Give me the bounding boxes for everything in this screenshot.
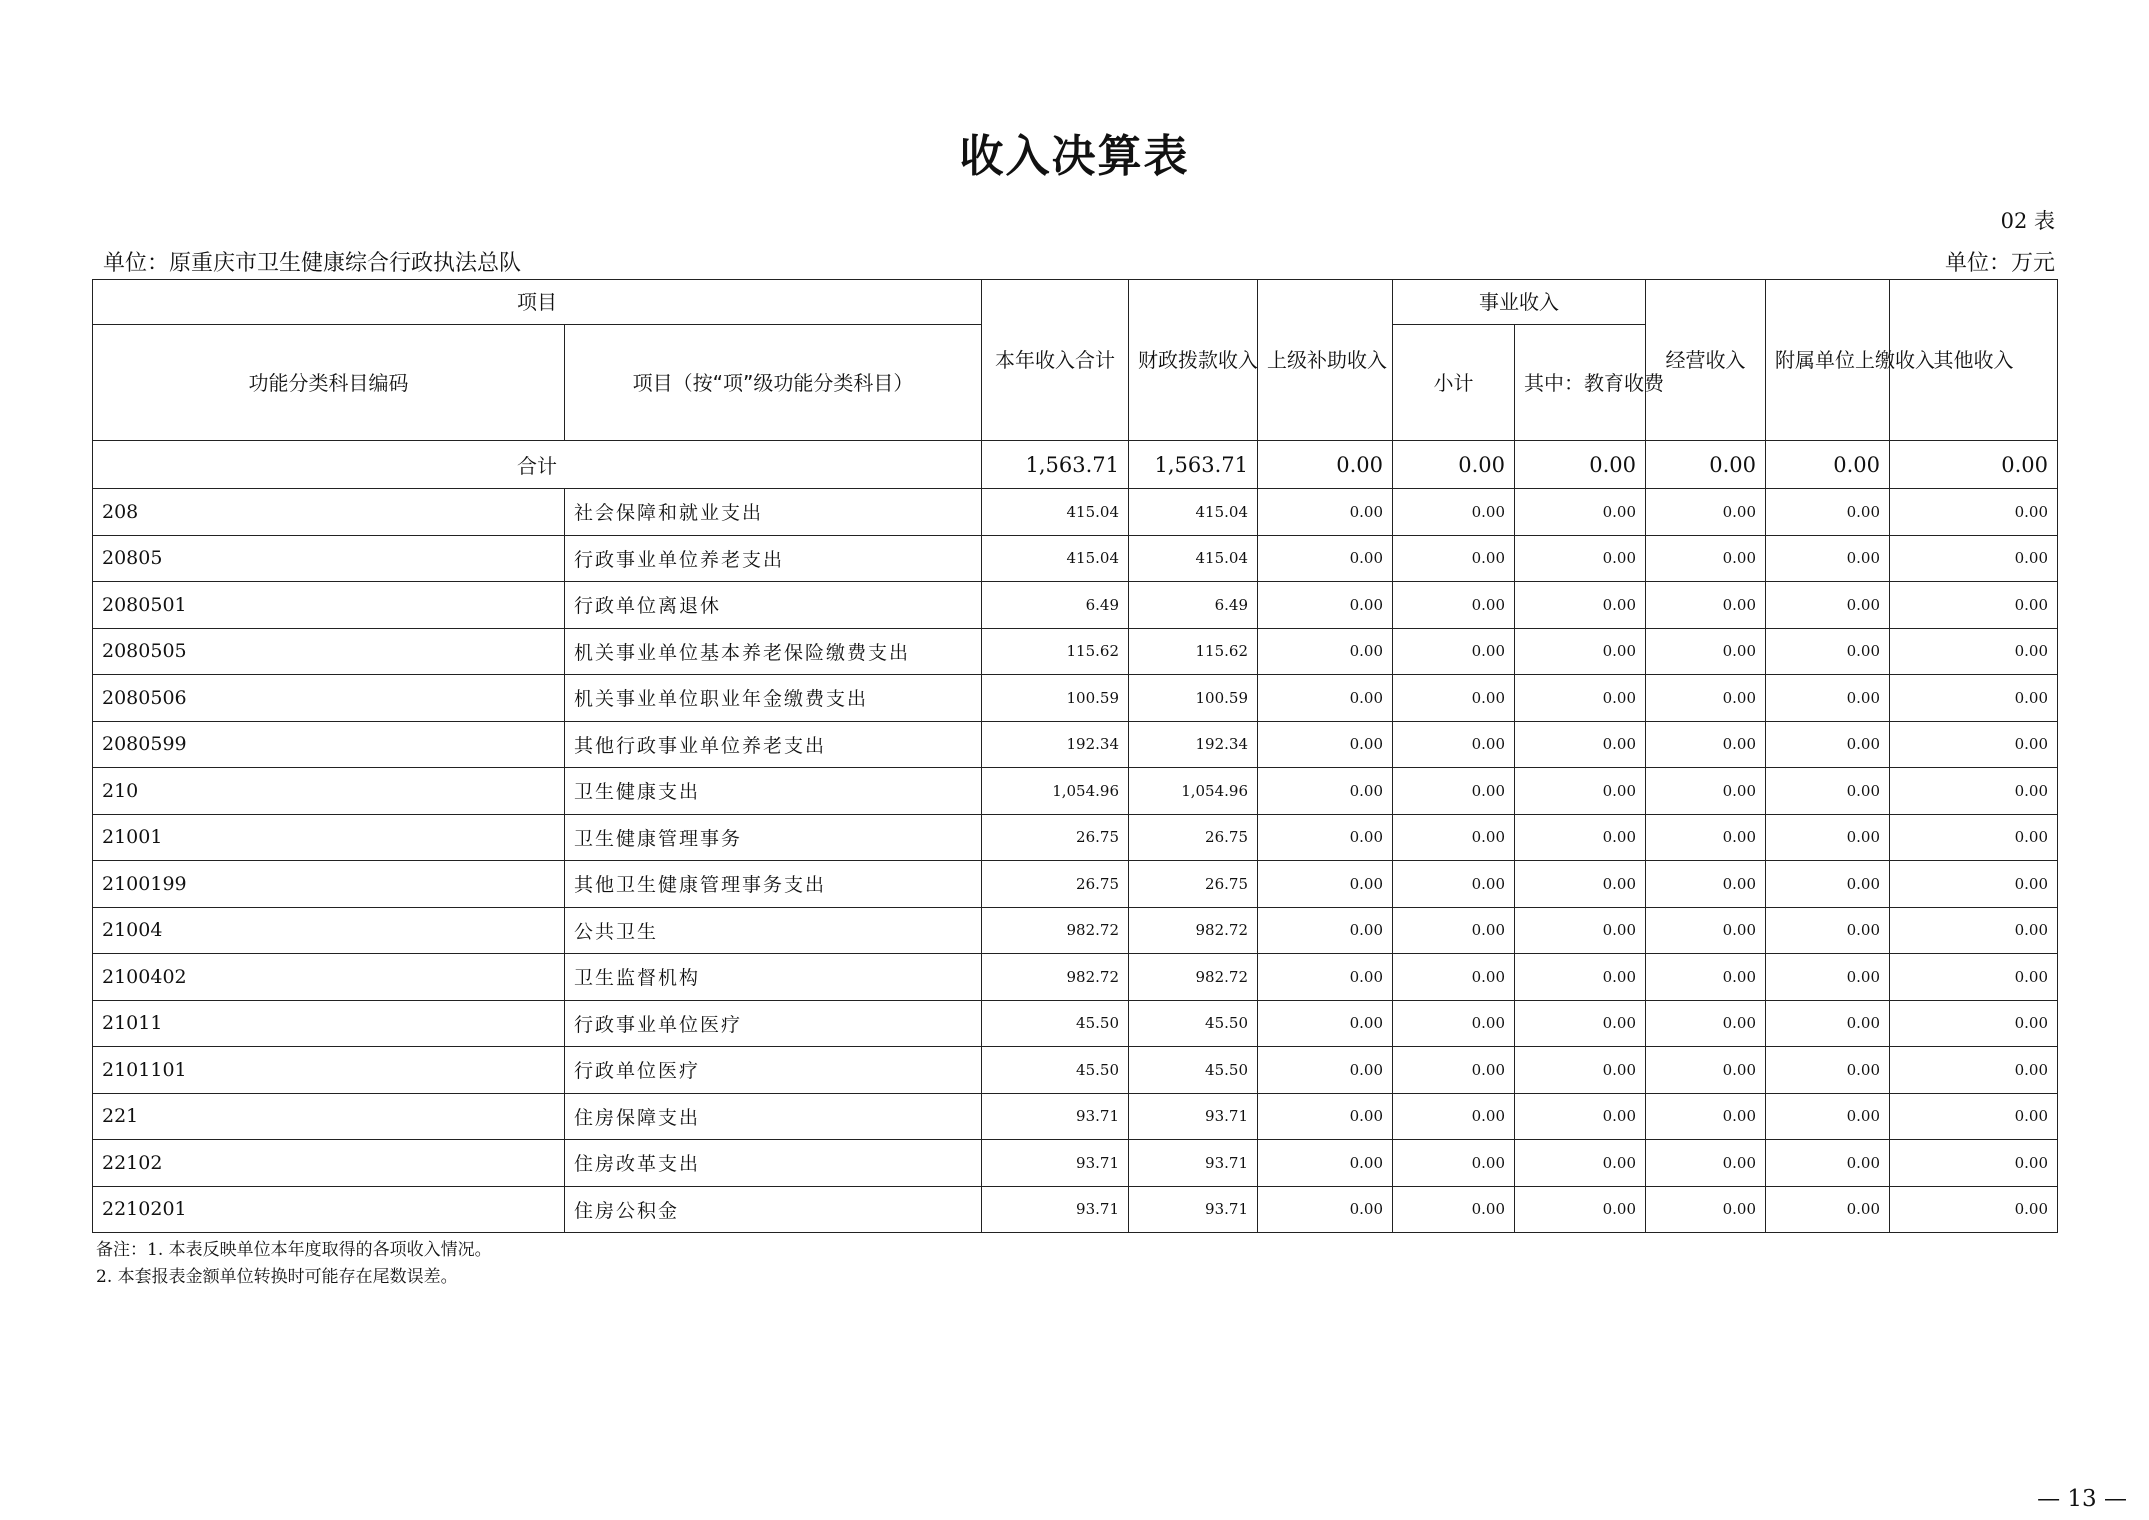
row-value: 0.00 bbox=[1890, 675, 2058, 722]
table-row bbox=[93, 1047, 2058, 1094]
row-name: 住房改革支出 bbox=[565, 1140, 982, 1187]
row-code: 21004 bbox=[93, 907, 565, 954]
row-value: 0.00 bbox=[1393, 628, 1515, 675]
row-value: 0.00 bbox=[1890, 582, 2058, 629]
row-value: 415.04 bbox=[982, 535, 1129, 582]
row-value: 0.00 bbox=[1393, 675, 1515, 722]
row-name: 其他行政事业单位养老支出 bbox=[565, 721, 982, 768]
row-value: 0.00 bbox=[1515, 768, 1646, 815]
table-row bbox=[93, 1000, 2058, 1047]
row-value: 0.00 bbox=[1393, 954, 1515, 1001]
total-cell: 0.00 bbox=[1890, 441, 2058, 489]
row-value: 45.50 bbox=[1129, 1047, 1258, 1094]
row-value: 982.72 bbox=[1129, 907, 1258, 954]
currency-unit: 单位：万元 bbox=[1944, 251, 2055, 276]
row-value: 0.00 bbox=[1646, 861, 1766, 908]
row-value: 45.50 bbox=[1129, 1000, 1258, 1047]
row-code: 2100402 bbox=[93, 954, 565, 1001]
total-cell: 1,563.71 bbox=[1129, 441, 1258, 489]
row-value: 0.00 bbox=[1393, 1093, 1515, 1140]
row-value: 0.00 bbox=[1515, 954, 1646, 1001]
row-value: 0.00 bbox=[1890, 861, 2058, 908]
row-value: 415.04 bbox=[982, 489, 1129, 536]
row-value: 0.00 bbox=[1766, 768, 1890, 815]
header-business: 事业收入 bbox=[1393, 280, 1646, 325]
row-value: 45.50 bbox=[982, 1000, 1129, 1047]
row-value: 115.62 bbox=[1129, 628, 1258, 675]
table-row bbox=[93, 1140, 2058, 1187]
total-row bbox=[93, 441, 2058, 489]
table-row bbox=[93, 768, 2058, 815]
row-code: 221 bbox=[93, 1093, 565, 1140]
row-value: 0.00 bbox=[1258, 721, 1393, 768]
row-value: 0.00 bbox=[1646, 1186, 1766, 1233]
row-name: 行政事业单位医疗 bbox=[565, 1000, 982, 1047]
row-value: 1,054.96 bbox=[1129, 768, 1258, 815]
row-value: 0.00 bbox=[1890, 1140, 2058, 1187]
row-value: 0.00 bbox=[1258, 1047, 1393, 1094]
row-value: 0.00 bbox=[1393, 721, 1515, 768]
row-value: 93.71 bbox=[982, 1140, 1129, 1187]
row-value: 0.00 bbox=[1646, 954, 1766, 1001]
row-value: 0.00 bbox=[1393, 768, 1515, 815]
row-value: 0.00 bbox=[1766, 1000, 1890, 1047]
row-value: 0.00 bbox=[1515, 907, 1646, 954]
row-value: 0.00 bbox=[1890, 1186, 2058, 1233]
row-value: 0.00 bbox=[1393, 861, 1515, 908]
row-value: 0.00 bbox=[1258, 582, 1393, 629]
row-value: 26.75 bbox=[982, 814, 1129, 861]
row-value: 0.00 bbox=[1515, 535, 1646, 582]
total-label: 合计 bbox=[93, 441, 982, 489]
row-value: 0.00 bbox=[1393, 1000, 1515, 1047]
row-value: 115.62 bbox=[982, 628, 1129, 675]
header-item-name: 项目（按“项”级功能分类科目） bbox=[565, 325, 982, 441]
row-value: 93.71 bbox=[1129, 1140, 1258, 1187]
row-value: 0.00 bbox=[1646, 535, 1766, 582]
row-value: 0.00 bbox=[1393, 907, 1515, 954]
row-value: 0.00 bbox=[1393, 582, 1515, 629]
table-row bbox=[93, 1186, 2058, 1233]
table-row bbox=[93, 954, 2058, 1001]
row-value: 0.00 bbox=[1766, 535, 1890, 582]
row-value: 1,054.96 bbox=[982, 768, 1129, 815]
row-value: 0.00 bbox=[1890, 535, 2058, 582]
row-code: 2080501 bbox=[93, 582, 565, 629]
row-value: 100.59 bbox=[1129, 675, 1258, 722]
income-table bbox=[92, 279, 2058, 1233]
reporting-unit: 单位：原重庆市卫生健康综合行政执法总队 bbox=[103, 251, 522, 276]
row-value: 415.04 bbox=[1129, 535, 1258, 582]
row-value: 982.72 bbox=[982, 954, 1129, 1001]
row-value: 0.00 bbox=[1258, 1000, 1393, 1047]
row-value: 0.00 bbox=[1393, 489, 1515, 536]
row-value: 0.00 bbox=[1258, 489, 1393, 536]
row-value: 0.00 bbox=[1890, 1047, 2058, 1094]
note-line: 2. 本套报表金额单位转换时可能存在尾数误差。 bbox=[96, 1267, 458, 1287]
row-value: 415.04 bbox=[1129, 489, 1258, 536]
row-value: 0.00 bbox=[1515, 582, 1646, 629]
row-name: 公共卫生 bbox=[565, 907, 982, 954]
row-value: 0.00 bbox=[1646, 489, 1766, 536]
row-name: 卫生健康管理事务 bbox=[565, 814, 982, 861]
row-name: 卫生监督机构 bbox=[565, 954, 982, 1001]
row-value: 0.00 bbox=[1890, 721, 2058, 768]
page-title: 收入决算表 bbox=[959, 131, 1190, 182]
header-project: 项目 bbox=[93, 280, 982, 325]
row-value: 0.00 bbox=[1258, 907, 1393, 954]
row-code: 22102 bbox=[93, 1140, 565, 1187]
row-value: 0.00 bbox=[1393, 1140, 1515, 1187]
row-value: 0.00 bbox=[1646, 1000, 1766, 1047]
table-row bbox=[93, 1093, 2058, 1140]
row-value: 0.00 bbox=[1890, 954, 2058, 1001]
row-name: 住房保障支出 bbox=[565, 1093, 982, 1140]
note-line: 备注：1. 本表反映单位本年度取得的各项收入情况。 bbox=[96, 1240, 492, 1260]
row-value: 0.00 bbox=[1766, 721, 1890, 768]
row-value: 0.00 bbox=[1766, 628, 1890, 675]
row-value: 26.75 bbox=[982, 861, 1129, 908]
row-name: 行政事业单位养老支出 bbox=[565, 535, 982, 582]
row-name: 机关事业单位职业年金缴费支出 bbox=[565, 675, 982, 722]
row-value: 0.00 bbox=[1890, 628, 2058, 675]
row-code: 2100199 bbox=[93, 861, 565, 908]
row-value: 0.00 bbox=[1766, 1047, 1890, 1094]
row-value: 26.75 bbox=[1129, 814, 1258, 861]
row-value: 0.00 bbox=[1646, 1047, 1766, 1094]
row-value: 0.00 bbox=[1258, 1186, 1393, 1233]
row-value: 93.71 bbox=[982, 1186, 1129, 1233]
row-value: 0.00 bbox=[1890, 907, 2058, 954]
row-value: 26.75 bbox=[1129, 861, 1258, 908]
row-name: 卫生健康支出 bbox=[565, 768, 982, 815]
row-value: 0.00 bbox=[1515, 1093, 1646, 1140]
header-edu: 其中：教育收费 bbox=[1515, 325, 1646, 441]
row-value: 0.00 bbox=[1766, 907, 1890, 954]
row-value: 0.00 bbox=[1646, 1140, 1766, 1187]
row-value: 6.49 bbox=[1129, 582, 1258, 629]
row-code: 2080599 bbox=[93, 721, 565, 768]
row-value: 0.00 bbox=[1258, 675, 1393, 722]
row-value: 0.00 bbox=[1393, 535, 1515, 582]
table-row bbox=[93, 861, 2058, 908]
header-fiscal: 财政拨款收入 bbox=[1129, 280, 1258, 441]
row-value: 0.00 bbox=[1766, 582, 1890, 629]
row-code: 2101101 bbox=[93, 1047, 565, 1094]
total-cell: 0.00 bbox=[1766, 441, 1890, 489]
header-operating: 经营收入 bbox=[1646, 280, 1766, 441]
row-value: 0.00 bbox=[1515, 814, 1646, 861]
header-year-total: 本年收入合计 bbox=[982, 280, 1129, 441]
row-value: 0.00 bbox=[1890, 1093, 2058, 1140]
row-value: 0.00 bbox=[1515, 1186, 1646, 1233]
row-value: 0.00 bbox=[1646, 582, 1766, 629]
table-row bbox=[93, 582, 2058, 629]
header-subtotal: 小计 bbox=[1393, 325, 1515, 441]
row-value: 0.00 bbox=[1766, 814, 1890, 861]
row-name: 行政单位离退休 bbox=[565, 582, 982, 629]
row-value: 0.00 bbox=[1646, 675, 1766, 722]
table-row bbox=[93, 489, 2058, 536]
row-name: 社会保障和就业支出 bbox=[565, 489, 982, 536]
total-cell: 0.00 bbox=[1258, 441, 1393, 489]
header-other: 其他收入 bbox=[1890, 280, 2058, 441]
row-name: 机关事业单位基本养老保险缴费支出 bbox=[565, 628, 982, 675]
header-code: 功能分类科目编码 bbox=[93, 325, 565, 441]
row-name: 其他卫生健康管理事务支出 bbox=[565, 861, 982, 908]
row-value: 982.72 bbox=[1129, 954, 1258, 1001]
row-code: 2210201 bbox=[93, 1186, 565, 1233]
form-number: 02 表 bbox=[2000, 209, 2055, 233]
row-value: 0.00 bbox=[1646, 814, 1766, 861]
row-value: 0.00 bbox=[1646, 768, 1766, 815]
table-row bbox=[93, 535, 2058, 582]
row-value: 0.00 bbox=[1646, 1093, 1766, 1140]
row-value: 0.00 bbox=[1766, 861, 1890, 908]
row-code: 2080505 bbox=[93, 628, 565, 675]
row-value: 0.00 bbox=[1515, 721, 1646, 768]
row-value: 0.00 bbox=[1646, 721, 1766, 768]
row-value: 0.00 bbox=[1515, 1047, 1646, 1094]
row-value: 0.00 bbox=[1393, 1186, 1515, 1233]
row-value: 0.00 bbox=[1890, 489, 2058, 536]
row-value: 0.00 bbox=[1646, 907, 1766, 954]
row-value: 0.00 bbox=[1766, 675, 1890, 722]
row-code: 2080506 bbox=[93, 675, 565, 722]
row-name: 住房公积金 bbox=[565, 1186, 982, 1233]
row-value: 0.00 bbox=[1766, 489, 1890, 536]
row-code: 21001 bbox=[93, 814, 565, 861]
row-value: 0.00 bbox=[1515, 861, 1646, 908]
row-code: 21011 bbox=[93, 1000, 565, 1047]
row-value: 0.00 bbox=[1393, 814, 1515, 861]
row-value: 0.00 bbox=[1890, 768, 2058, 815]
row-value: 982.72 bbox=[982, 907, 1129, 954]
row-value: 0.00 bbox=[1766, 1140, 1890, 1187]
row-value: 0.00 bbox=[1258, 954, 1393, 1001]
row-code: 208 bbox=[93, 489, 565, 536]
table-row bbox=[93, 814, 2058, 861]
row-value: 6.49 bbox=[982, 582, 1129, 629]
total-cell: 0.00 bbox=[1393, 441, 1515, 489]
row-value: 0.00 bbox=[1258, 628, 1393, 675]
row-value: 0.00 bbox=[1258, 1093, 1393, 1140]
total-cell: 0.00 bbox=[1646, 441, 1766, 489]
row-value: 0.00 bbox=[1258, 1140, 1393, 1187]
row-value: 0.00 bbox=[1258, 861, 1393, 908]
row-value: 0.00 bbox=[1258, 768, 1393, 815]
row-value: 0.00 bbox=[1890, 1000, 2058, 1047]
row-value: 0.00 bbox=[1258, 814, 1393, 861]
row-code: 20805 bbox=[93, 535, 565, 582]
notes bbox=[96, 1237, 492, 1291]
row-value: 93.71 bbox=[1129, 1093, 1258, 1140]
table-row bbox=[93, 675, 2058, 722]
row-value: 0.00 bbox=[1515, 628, 1646, 675]
row-value: 93.71 bbox=[982, 1093, 1129, 1140]
row-value: 0.00 bbox=[1393, 1047, 1515, 1094]
page-number: — 13 — bbox=[2037, 1486, 2127, 1512]
row-value: 0.00 bbox=[1766, 954, 1890, 1001]
row-code: 210 bbox=[93, 768, 565, 815]
row-value: 0.00 bbox=[1258, 535, 1393, 582]
row-value: 0.00 bbox=[1646, 628, 1766, 675]
total-cell: 0.00 bbox=[1515, 441, 1646, 489]
row-value: 0.00 bbox=[1890, 814, 2058, 861]
row-value: 93.71 bbox=[1129, 1186, 1258, 1233]
row-value: 192.34 bbox=[1129, 721, 1258, 768]
row-value: 45.50 bbox=[982, 1047, 1129, 1094]
row-value: 0.00 bbox=[1766, 1093, 1890, 1140]
header-superior: 上级补助收入 bbox=[1258, 280, 1393, 441]
table-row bbox=[93, 628, 2058, 675]
table-row bbox=[93, 721, 2058, 768]
row-value: 100.59 bbox=[982, 675, 1129, 722]
row-value: 0.00 bbox=[1515, 489, 1646, 536]
row-value: 0.00 bbox=[1515, 675, 1646, 722]
table-row bbox=[93, 907, 2058, 954]
row-value: 0.00 bbox=[1515, 1000, 1646, 1047]
row-name: 行政单位医疗 bbox=[565, 1047, 982, 1094]
row-value: 0.00 bbox=[1766, 1186, 1890, 1233]
header-affiliated: 附属单位上缴收入 bbox=[1766, 280, 1890, 441]
total-cell: 1,563.71 bbox=[982, 441, 1129, 489]
row-value: 192.34 bbox=[982, 721, 1129, 768]
row-value: 0.00 bbox=[1515, 1140, 1646, 1187]
